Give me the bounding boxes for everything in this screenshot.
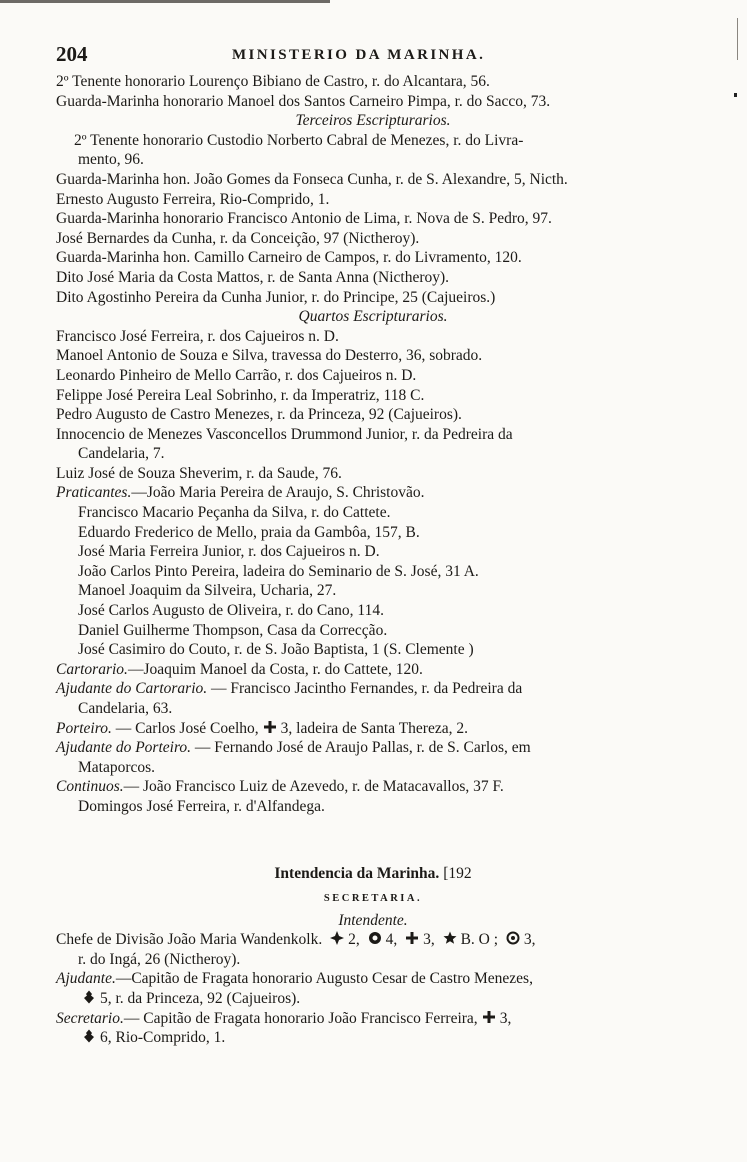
role-label: Ajudante. [56, 970, 116, 988]
text-line: Pedro Augusto de Castro Menezes, r. da Princeza, 92 (Cajueiros). [56, 406, 462, 424]
text-line: José Bernardes da Cunha, r. da Conceição, 97 (Nictheroy). [56, 229, 420, 247]
role-label: Porteiro. [56, 719, 112, 737]
text-line [56, 969, 690, 989]
scan-ink-mark [734, 93, 737, 97]
section-reference: [192 [443, 864, 472, 882]
decoration-number: 2, [348, 931, 360, 949]
role-label: Ajudante do Porteiro. [56, 739, 192, 757]
text-line: Guarda-Marinha honorario Francisco Antonio de Lima, r. Nova de S. Pedro, 97. [56, 210, 552, 228]
text-line: Daniel Guilherme Thompson, Casa da Correcção. [78, 621, 388, 639]
page-number: 204 [56, 42, 88, 66]
medal-icon [82, 990, 96, 1004]
scan-right-rule [737, 18, 738, 60]
decoration-number: 3, [499, 1009, 512, 1027]
star-icon [443, 931, 457, 945]
maltese-cross-icon [330, 931, 344, 945]
entry-text: — Fernando José de Araujo Pallas, r. de S. Carlos, em [194, 739, 531, 757]
text-line: Innocencio de Menezes Vasconcellos Drummond Junior, r. da Pedreira da [56, 425, 513, 443]
cross-decoration-icon [405, 931, 419, 945]
text-line: Ernesto Augusto Ferreira, Rio-Comprido, 1. [56, 190, 330, 208]
text-line: Francisco José Ferreira, r. dos Cajueiros n. D. [56, 327, 339, 345]
entry-text: — Capitão de Fragata honorario João Francisco Ferreira, [123, 1009, 478, 1027]
text-line [56, 131, 690, 151]
text-line: Felippe José Pereira Leal Sobrinho, r. da Imperatriz, 118 C. [56, 386, 425, 404]
section-heading-quartos: Quartos Escripturarios. [298, 308, 448, 326]
text-line: r. do Ingá, 26 (Nictheroy). [78, 950, 241, 968]
text-line: mento, 96. [78, 151, 144, 169]
document-page [56, 42, 690, 1048]
cross-decoration-icon [482, 1010, 496, 1024]
text-line: Guarda-Marinha honorario Manoel dos Santos Carneiro Pimpa, r. do Sacco, 73. [56, 92, 551, 110]
text-line: Dito Agostinho Pereira da Cunha Junior, r. do Principe, 25 (Cajueiros.) [56, 288, 496, 306]
text-line: José Maria Ferreira Junior, r. dos Cajueiros n. D. [78, 543, 380, 561]
text-line: Francisco Macario Peçanha da Silva, r. do Cattete. [78, 504, 391, 522]
text-line: Domingos José Ferreira, r. d'Alfandega. [78, 797, 325, 815]
decoration-number: 3, [423, 931, 435, 949]
entry-text: —João Maria Pereira de Araujo, S. Christovão. [131, 484, 425, 502]
text-line: José Casimiro do Couto, r. de S. João Baptista, 1 (S. Clemente ) [78, 641, 474, 659]
text-line [56, 1009, 690, 1029]
section-heading-terceiros: Terceiros Escripturarios. [295, 112, 451, 130]
text-line: Guarda-Marinha hon. Camillo Carneiro de Campos, r. do Livramento, 120. [56, 249, 522, 267]
section-title-intendencia [56, 861, 690, 887]
entry-text: —Joaquim Manoel da Costa, r. do Cattete, 120. [127, 660, 423, 678]
text-line: Mataporcos. [78, 758, 156, 776]
decoration-number: 3, [523, 931, 536, 949]
entry-text: — Francisco Jacintho Fernandes, r. da Pedreira da [211, 680, 523, 698]
entry-text: 2º Tenente honorario Custodio Norberto Cabral de Menezes, r. do Livra- [74, 131, 524, 149]
text-line [56, 679, 690, 699]
entry-text: 6, Rio-Comprido, 1. [100, 1029, 226, 1047]
text-line [56, 777, 690, 797]
text-line [56, 738, 690, 758]
text-line [56, 719, 690, 739]
text-line: Luiz José de Souza Sheverim, r. da Saude, 76. [56, 464, 342, 482]
text-line: Candelaria, 7. [78, 445, 165, 463]
text-line: 2º Tenente honorario Lourenço Bibiano de Castro, r. do Alcantara, 56. [56, 73, 490, 90]
medal-icon [82, 1029, 96, 1043]
page-header [56, 42, 690, 72]
text-line: José Carlos Augusto de Oliveira, r. do Cano, 114. [78, 602, 384, 620]
text-line: Manoel Antonio de Souza e Silva, travessa do Desterro, 36, sobrado. [56, 347, 483, 365]
entry-text: —Capitão de Fragata honorario Augusto Cesar de Castro Menezes, [115, 970, 533, 988]
role-label: Praticantes. [56, 484, 132, 502]
subheading-intendente: Intendente. [338, 911, 408, 929]
role-label: Cartorario. [56, 660, 128, 678]
rosette-icon [506, 931, 520, 945]
text-line: Manoel Joaquim da Silveira, Ucharia, 27. [78, 582, 337, 600]
entry-text: — João Francisco Luiz de Azevedo, r. de Matacavallos, 37 F. [123, 778, 504, 796]
text-line: João Carlos Pinto Pereira, ladeira do Seminario de S. José, 31 A. [78, 562, 479, 580]
text-line: Eduardo Frederico de Mello, praia da Gambôa, 157, B. [78, 523, 420, 541]
role-label: Continuos. [56, 778, 124, 796]
text-line [56, 1028, 690, 1048]
role-label: Ajudante do Cartorario. [56, 680, 208, 698]
text-line [56, 989, 690, 1009]
text-line: Candelaria, 63. [78, 700, 173, 717]
cross-decoration-icon [263, 720, 277, 734]
entry-text: — Carlos José Coelho, [115, 719, 259, 737]
text-line [56, 660, 690, 680]
entry-text: Chefe de Divisão João Maria Wandenkolk. [56, 931, 323, 949]
entry-text: 3, ladeira de Santa Thereza, 2. [280, 719, 468, 737]
text-line: Dito José Maria da Costa Mattos, r. de Santa Anna (Nictheroy). [56, 268, 450, 286]
text-line: Leonardo Pinheiro de Mello Carrão, r. dos Cajueiros n. D. [56, 366, 417, 384]
entry-text: 5, r. da Princeza, 92 (Cajueiros). [100, 989, 301, 1007]
text-line [56, 930, 690, 950]
running-title: MINISTERIO DA MARINHA. [232, 47, 486, 63]
text-line [56, 483, 690, 503]
section-title-text: Intendencia da Marinha. [274, 864, 440, 882]
rosette-icon [368, 931, 382, 945]
scan-top-edge [0, 0, 330, 3]
decoration-number: 4, [385, 931, 398, 949]
decoration-text: B. O ; [460, 931, 499, 949]
section-gap [56, 817, 690, 861]
subsection-secretaria: SECRETARIA. [323, 892, 423, 904]
role-label: Secretario. [56, 1009, 124, 1027]
text-line: Guarda-Marinha hon. João Gomes da Fonseca Cunha, r. de S. Alexandre, 5, Nicth. [56, 170, 568, 188]
